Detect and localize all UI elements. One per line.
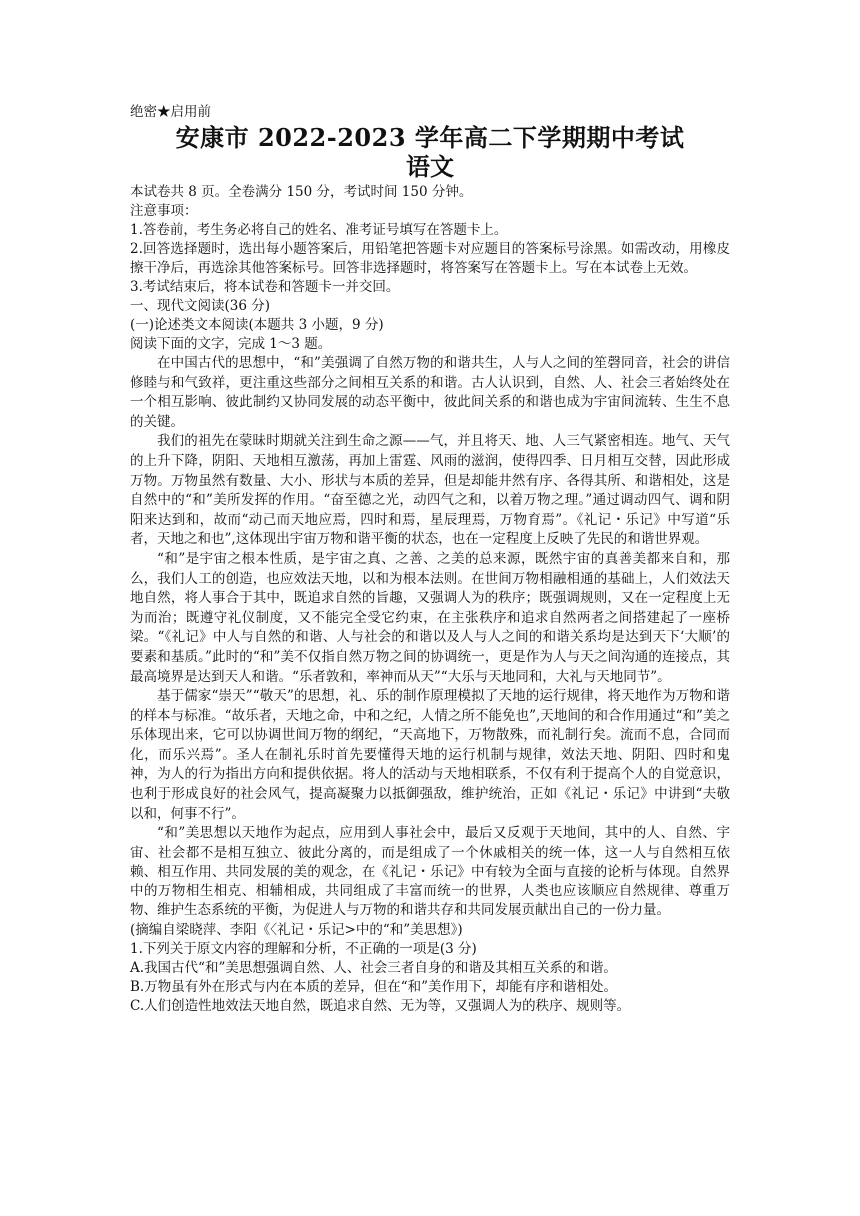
passage-paragraph: 我们的祖先在蒙昧时期就关注到生命之源——气，并且将天、地、人三气紧密相连。地气、天气的上升下降，阴阳、天地相互激荡，再加上雷霆、风雨的滋润，使得四季、日月相互交替，因此形成万物。万物虽然有数量、大小、形状与本质的差异，但是却能井然有序、各得其所、和谐相处，这是自然中的“和”美所发挥的作用。“奋至德之光，动四气之和，以着万物之理。”通过调动四气、调和阴阳来达到和，故而“动己而天地应焉，四时和焉，星辰理焉，万物育焉”。《礼记・乐记》中写道“乐者，天地之和也”,这体现出宇宙万物和谐平衡的状态，也在一定程度上反映了先民的和谐世界观。 xyxy=(130,433,730,548)
subject-title: 语文 xyxy=(406,152,454,181)
passage-source: (摘编自梁晓萍、李阳《〈礼记・乐记>中的“和”美思想》) xyxy=(130,921,463,938)
passage-paragraph: 基于儒家“崇天”“敬天”的思想，礼、乐的制作原理模拟了天地的运行规律，将天地作为万物和谐的样本与标准。“故乐者，天地之命，中和之纪，人情之所不能免也”,天地间的和合作用通过“和”美之乐体现出来，它可以协调世间万物的纲纪，“天高地下，万物散殊，而礼制行矣。流而不息，合同而化，而乐兴焉”。圣人在制礼乐时首先要懂得天地的运行机制与规律，效法天地、阴阳、四时和鬼神，为人的行为指出方向和提供依据。将人的活动与天地相联系，不仅有利于提高个人的自觉意识，也利于形成良好的社会风气，提高凝聚力以抵御强敌，维护统治，正如《礼记・乐记》中讲到“夫敬以和，何事不行”。 xyxy=(130,688,730,822)
question-stem: 1.下列关于原文内容的理解和分析，不正确的一项是(3 分) xyxy=(130,940,477,957)
section-heading: 一、现代文阅读(36 分) xyxy=(130,298,271,314)
notice-item: 3.考试结束后，将本试卷和答题卡一并交回。 xyxy=(130,279,400,295)
question-option: B.万物虽有外在形式与内在本质的差异，但在“和”美作用下，却能有序和谐相处。 xyxy=(130,978,618,995)
exam-title: 安康市 2022-2023 学年高二下学期期中考试 xyxy=(175,123,685,152)
passage-paragraph: “和”是宇宙之根本性质，是宇宙之真、之善、之美的总来源，既然宇宙的真善美都来自和，那么，我们人工的创造，也应效法天地，以和为根本法则。在世间万物相融相通的基础上，人们效法天地自然，将人事合于其中，既追求自然的旨趣，又强调人为的秩序；既强调规则，又在一定程度上无为而治；既遵守礼仪制度，又不能完全受它约束，在主张秩序和追求自然两者之间搭建起了一座桥梁。“《礼记》中人与自然的和谐、人与社会的和谐以及人与人之间的和谐关系均是达到天下‘大顺’的要素和基质。”此时的“和”美不仅指自然万物之间的协调统一，更是作为人与天之间沟通的连接点，其最高境界是达到天人和谐。“乐者敦和，率神而从天”“大乐与天地同和，大礼与天地同节”。 xyxy=(130,550,730,685)
passage-paragraph: “和”美思想以天地作为起点，应用到人事社会中，最后又反观于天地间，其中的人、自然、宇宙、社会都不是相互独立、彼此分离的，而是组成了一个休戚相关的统一体，这一人与自然相互依赖、相互作用、共同发展的美的观念，在《礼记・乐记》中有较为全面与直接的论析与体现。自然界中的万物相生相克、相辅相成，共同组成了丰富而统一的世界，人类也应该顺应自然规律、尊重万物、维护生态系统的平衡，为促进人与万物的和谐共存和共同发展贡献出自己的一份力量。 xyxy=(130,825,730,919)
reading-prompt: 阅读下面的文字，完成 1～3 题。 xyxy=(130,336,332,352)
notice-heading: 注意事项： xyxy=(130,203,198,219)
exam-page xyxy=(130,103,730,1016)
confidential-mark: 绝密★启用前 xyxy=(130,104,211,120)
notice-item: 2.回答选择题时，选出每小题答案后，用铅笔把答题卡对应题目的答案标号涂黑。如需改动，用橡皮擦干净后，再选涂其他答案标号。回答非选择题时，将答案写在答题卡上。写在本试卷上无效。 xyxy=(130,241,730,276)
exam-intro: 本试卷共 8 页。全卷满分 150 分，考试时间 150 分钟。 xyxy=(130,184,473,200)
passage-paragraph: 在中国古代的思想中，“和”美强调了自然万物的和谐共生，人与人之间的笙磬同音，社会的讲信修睦与和气致祥，更注重这些部分之间相互关系的和谐。古人认识到，自然、人、社会三者始终处在一个相互影响、彼此制约又协同发展的动态平衡中，彼此间关系的和谐也成为宇宙间流转、生生不息的关键。 xyxy=(130,355,730,430)
notice-item: 1.答卷前，考生务必将自己的姓名、准考证号填写在答题卡上。 xyxy=(130,222,508,238)
question-option: C.人们创造性地效法天地自然，既追求自然、无为等，又强调人为的秩序、规则等。 xyxy=(130,997,631,1014)
sub-section-heading: (一)论述类文本阅读(本题共 3 小题，9 分) xyxy=(130,317,384,333)
question-option: A.我国古代“和”美思想强调自然、人、社会三者自身的和谐及其相互关系的和谐。 xyxy=(130,959,617,976)
